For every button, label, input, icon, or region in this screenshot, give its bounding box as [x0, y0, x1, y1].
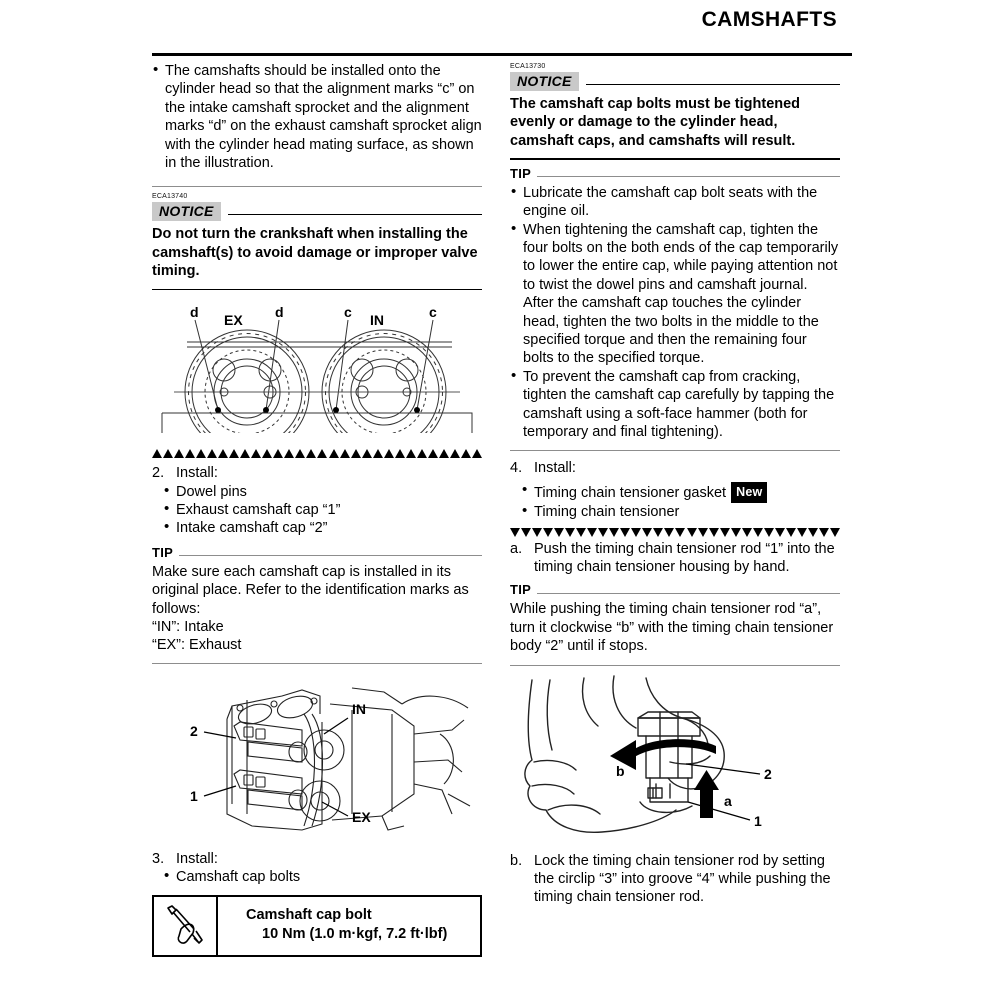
- sprocket-label-d-left: d: [190, 304, 199, 321]
- tip-text-1: “IN”: Intake: [152, 619, 224, 635]
- page-header: [0, 8, 999, 48]
- sprocket-label-c-left: c: [344, 304, 352, 321]
- right-column: [510, 62, 840, 907]
- tensioner-label-b: b: [616, 762, 625, 779]
- notice-badge-right: NOTICE: [510, 72, 579, 91]
- header-divider: [152, 53, 852, 56]
- cylinder-head-figure: [152, 674, 482, 844]
- notice-text-right: The camshaft cap bolts must be tightened evenly or damage to the cylinder head, camshaft caps, and camshafts will result.: [510, 96, 801, 149]
- step-2-item-0: • Dowel pins: [152, 483, 482, 501]
- tip-bottom-divider-right: [510, 450, 840, 451]
- notice-header: [152, 202, 482, 221]
- engine-label-2: 2: [190, 722, 198, 739]
- notice-text: Do not turn the crankshaft when installing the camshaft(s) to avoid damage or improper valve timing.: [152, 226, 478, 280]
- sprocket-label-d-right: d: [275, 304, 284, 321]
- tip-bottom-divider: [152, 663, 482, 664]
- tensioner-label-a: a: [724, 792, 732, 809]
- notice-rule-right: [586, 84, 840, 85]
- step-a-text: Push the timing chain tensioner rod “1” into the timing chain tensioner housing by hand.: [534, 540, 835, 576]
- torque-spec-box: [152, 895, 482, 957]
- torque-wrench-icon: [154, 897, 218, 955]
- step-2-label: Install:: [176, 465, 218, 482]
- step-a: [510, 540, 840, 577]
- page-title: CAMSHAFTS: [701, 8, 837, 31]
- tensioner-figure: [510, 674, 840, 846]
- step-3: [152, 850, 482, 868]
- tip-header-right: [510, 166, 840, 181]
- step-3-label: Install:: [176, 850, 218, 867]
- tip-text-0: Make sure each camshaft cap is installed in its original place. Refer to the identification marks as follows:: [152, 563, 469, 617]
- tensioner-hand-svg: [510, 674, 840, 846]
- step-4-label: Install:: [534, 460, 576, 477]
- tip-rule-right: [537, 176, 840, 177]
- step-2-number: 2.: [152, 465, 165, 482]
- step-b: [510, 852, 840, 907]
- tensioner-label-1: 1: [754, 812, 762, 829]
- sprocket-diagram-svg: [152, 300, 482, 433]
- torque-spec-name: Camshaft cap bolt: [246, 906, 372, 923]
- tip2-rule: [537, 593, 840, 594]
- tip-bullet-1: • When tightening the camshaft cap, tighten the four bolts on the both ends of the cap temporarily to lower the entire cap, while paying attention not to twist the dowel pins and camshaft journal. After the camshaft cap touches the cylinder head, tighten the two bolts in the middle to the specified torque and then the remaining four bolts to the specified torque.: [510, 221, 840, 368]
- intro-bullet: • The camshafts should be installed onto the cylinder head so that the alignment marks “c” on the intake camshaft sprocket and the alignment marks “d” on the exhaust camshaft sprocket align with the cylinder head mating surface, as shown in the illustration.: [152, 62, 482, 172]
- step-4-item-1: • Timing chain tensioner: [510, 503, 840, 521]
- triangle-strip-down: [510, 528, 840, 537]
- step-3-item-0: • Camshaft cap bolts: [152, 868, 482, 886]
- step-a-letter: a.: [510, 540, 523, 557]
- step-4: [510, 459, 840, 477]
- notice-bottom-divider: [152, 289, 482, 291]
- step-b-text: Lock the timing chain tensioner rod by setting the circlip “3” into groove “4” while pushing the timing chain tensioner rod.: [534, 852, 831, 906]
- step-3-number: 3.: [152, 850, 165, 867]
- tip-bullet-2: • To prevent the camshaft cap from cracking, tighten the camshaft cap carefully by tapping the camshaft using a soft-face hammer (both for temporary and final tightening).: [510, 368, 840, 442]
- tip2-label: TIP: [510, 582, 532, 598]
- step-4-number: 4.: [510, 460, 523, 477]
- notice-rule: [228, 214, 482, 215]
- tip2-header: [510, 582, 840, 597]
- tip-header-left: [152, 545, 482, 560]
- tip-label-right: TIP: [510, 165, 532, 181]
- engine-label-ex: EX: [352, 808, 371, 825]
- step-2-item-1: • Exhaust camshaft cap “1”: [152, 501, 482, 519]
- torque-wrench-glyph: [163, 903, 207, 949]
- triangle-strip-up: [152, 449, 482, 458]
- step-2-item-2: • Intake camshaft cap “2”: [152, 519, 482, 537]
- notice-code-right: ECA13730: [510, 63, 546, 70]
- tip-text-2: “EX”: Exhaust: [152, 637, 242, 654]
- notice-badge: NOTICE: [152, 202, 221, 221]
- sprocket-label-in: IN: [370, 312, 384, 329]
- notice-bottom-divider-right: [510, 158, 840, 160]
- left-column: [152, 62, 482, 957]
- tensioner-label-2: 2: [764, 765, 772, 782]
- step-2: [152, 464, 482, 482]
- sprocket-label-ex: EX: [224, 312, 243, 329]
- notice-header-right: [510, 72, 840, 91]
- tip2-bottom-divider: [510, 665, 840, 666]
- notice-code: ECA13740: [152, 193, 188, 201]
- step-4-item-0: [510, 482, 840, 503]
- torque-spec-value: 10 Nm (1.0 m·kgf, 7.2 ft·lbf): [262, 925, 448, 942]
- sprocket-label-c-right: c: [429, 304, 437, 321]
- camshaft-sprocket-figure: [152, 300, 482, 433]
- step-4-item-0-text: Timing chain tensioner gasket: [534, 484, 727, 501]
- tip-rule: [179, 555, 482, 556]
- cylinder-head-svg: [152, 674, 482, 844]
- engine-label-in: IN: [352, 700, 366, 717]
- torque-spec-text: [218, 897, 480, 955]
- new-badge: New: [731, 482, 767, 503]
- tip-bullet-0: • Lubricate the camshaft cap bolt seats with the engine oil.: [510, 184, 840, 221]
- engine-label-1: 1: [190, 787, 198, 804]
- step-b-letter: b.: [510, 852, 523, 869]
- tip-label: TIP: [152, 544, 174, 560]
- tip2-text: While pushing the timing chain tensioner rod “a”, turn it clockwise “b” with the timing chain tensioner body “2” until if stops.: [510, 601, 834, 655]
